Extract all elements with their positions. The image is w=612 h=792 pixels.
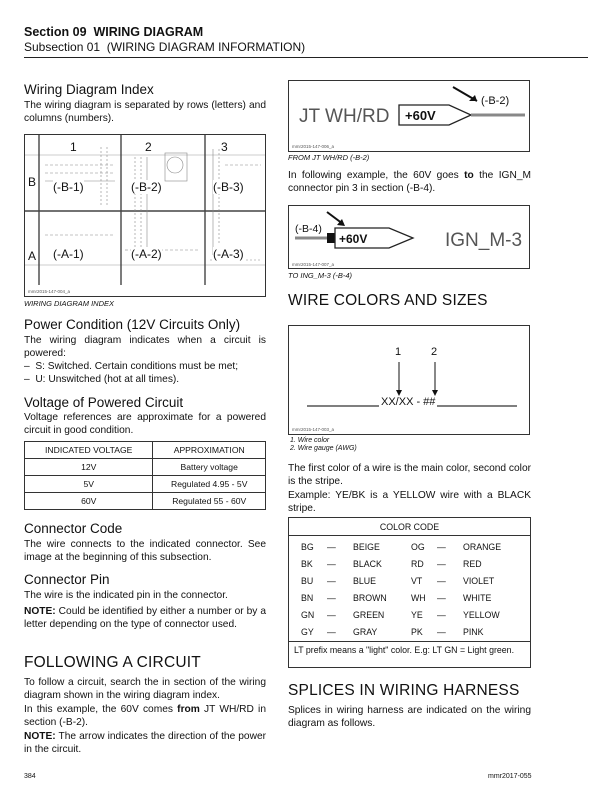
figure-id: mmr2015-147-006_a	[292, 144, 335, 149]
color-name: WHITE	[463, 592, 492, 603]
following-note	[24, 731, 266, 756]
row-label-b: B	[28, 175, 37, 189]
wire-code-label: XX/XX - ##	[381, 396, 436, 408]
color-note: LT prefix means a "light" color. E.g: LT GN = Light green.	[289, 641, 530, 656]
table-row	[301, 572, 523, 589]
color-name: ORANGE	[463, 541, 502, 552]
voltage-text: Voltage references are approximate for a powered circuit in good condition.	[24, 412, 266, 436]
from-ref-label: (-B-2)	[481, 95, 510, 107]
row-label-a: A	[28, 249, 37, 263]
note-text: The arrow indicates the direction of the power in the circuit.	[24, 731, 266, 755]
color-name: BROWN	[353, 592, 387, 603]
power-item-switched: – S: Switched. Certain conditions must be met;	[24, 361, 239, 372]
table-cell: 60V	[25, 493, 153, 510]
color-name: BLUE	[353, 575, 376, 586]
voltage-table	[24, 441, 266, 510]
connector-pin-note	[24, 606, 266, 631]
color-dash: —	[437, 541, 446, 552]
figure-id: mmr2015-147-004_a	[28, 289, 71, 294]
to-ref-label: (-B-4)	[295, 223, 322, 235]
color-abbrev: GY	[301, 626, 314, 637]
color-dash: —	[437, 592, 446, 603]
wire-text-1: The first color of a wire is the main color, second color is the stripe.	[288, 463, 531, 487]
wire-label-figure	[288, 325, 530, 435]
table-cell: 5V	[25, 476, 153, 493]
cell-b3: (-B-3)	[213, 180, 244, 194]
section-number: Section 09	[24, 25, 87, 39]
voltage-table-header: INDICATED VOLTAGE	[25, 442, 153, 459]
color-dash: —	[437, 575, 446, 586]
subsection-title: (WIRING DIAGRAM INFORMATION)	[106, 40, 306, 54]
col-label-3: 3	[221, 140, 228, 154]
figure-id: mmr2015-147-007_a	[292, 262, 335, 267]
table-cell: Regulated 55 - 60V	[153, 493, 266, 510]
wire-label-drawing	[289, 326, 530, 435]
color-dash: —	[327, 609, 336, 620]
col-label-2: 2	[145, 140, 152, 154]
to-figure-caption: TO ING_M-3 (-B-4)	[288, 271, 353, 280]
wiring-index-drawing	[25, 135, 266, 297]
note-text: Could be identified by either a number or by a letter depending on the type of connector used.	[24, 606, 266, 630]
table-row	[25, 459, 266, 476]
color-dash: —	[327, 575, 336, 586]
from-voltage-label: +60V	[405, 108, 436, 123]
to-wire-figure	[288, 205, 530, 269]
cell-b1: (-B-1)	[53, 180, 84, 194]
following-text-2	[24, 704, 266, 729]
text-part: JT WH/RD in section (-B-2).	[24, 704, 266, 728]
note-label: NOTE:	[24, 731, 56, 742]
color-name: PINK	[463, 626, 484, 637]
color-dash: —	[327, 558, 336, 569]
index-text: The wiring diagram is separated by rows (letters) and columns (numbers).	[24, 100, 266, 124]
voltage-table-header: APPROXIMATION	[153, 442, 266, 459]
text-part: In following example, the 60V goes	[288, 170, 459, 181]
connector-code-text: The wire connects to the indicated connector. See image at the beginning of this subsection.	[24, 539, 266, 563]
table-cell: Regulated 4.95 - 5V	[153, 476, 266, 493]
color-dash: —	[437, 609, 446, 620]
color-name: BLACK	[353, 558, 382, 569]
wire-text-2: Example: YE/BK is a YELLOW wire with a BLACK stripe.	[288, 490, 531, 514]
wiring-index-figure	[24, 134, 266, 297]
table-row	[301, 538, 523, 555]
page-number: 384	[24, 773, 36, 780]
color-dash: —	[327, 541, 336, 552]
section-title: WIRING DIAGRAM	[93, 25, 204, 39]
from-figure-caption: FROM JT WH/RD (-B-2)	[288, 153, 370, 162]
subsection-heading	[24, 40, 305, 54]
figure-id: mmr2015-147-003_a	[292, 427, 335, 432]
connector-pin-text: The wire is the indicated pin in the connector.	[24, 590, 228, 601]
marker-1: 1	[395, 346, 402, 358]
color-abbrev: WH	[411, 592, 426, 603]
color-dash: —	[437, 558, 446, 569]
color-abbrev: BN	[301, 592, 314, 603]
color-abbrev: PK	[411, 626, 423, 637]
color-dash: —	[327, 592, 336, 603]
power-item-text: U: Unswitched (hot at all times).	[35, 374, 180, 385]
to-text	[288, 170, 531, 195]
color-name: YELLOW	[463, 609, 500, 620]
col-label-1: 1	[70, 140, 77, 154]
doc-code: mmr2017-055	[488, 773, 532, 780]
voltage-title: Voltage of Powered Circuit	[24, 395, 184, 410]
power-title: Power Condition (12V Circuits Only)	[24, 317, 241, 332]
color-name: BEIGE	[353, 541, 380, 552]
wire-title: WIRE COLORS AND SIZES	[288, 292, 488, 309]
table-row	[25, 493, 266, 510]
color-abbrev: BU	[301, 575, 314, 586]
connector-pin-title: Connector Pin	[24, 572, 110, 587]
power-text: The wiring diagram indicates when a circuit is powered:	[24, 335, 266, 359]
table-row	[301, 555, 523, 572]
table-cell: 12V	[25, 459, 153, 476]
legend-item: 1. Wire color	[290, 437, 330, 444]
wire-legend	[290, 437, 357, 453]
table-row	[301, 606, 523, 623]
splices-text: Splices in wiring harness are indicated on the wiring diagram as follows.	[288, 705, 531, 729]
header-rule	[24, 57, 588, 58]
color-name: GRAY	[353, 626, 378, 637]
color-dash: —	[437, 626, 446, 637]
color-code-title: COLOR CODE	[289, 518, 530, 536]
from-wire-label: JT WH/RD	[299, 106, 390, 127]
following-title: FOLLOWING A CIRCUIT	[24, 654, 201, 671]
index-figure-caption: WIRING DIAGRAM INDEX	[24, 299, 115, 308]
table-row	[301, 623, 523, 640]
power-item-text: S: Switched. Certain conditions must be met;	[35, 361, 239, 372]
color-abbrev: BK	[301, 558, 313, 569]
table-cell: Battery voltage	[153, 459, 266, 476]
section-heading	[24, 25, 203, 39]
marker-2: 2	[431, 346, 438, 358]
text-bold: to	[464, 170, 474, 181]
table-row	[301, 589, 523, 606]
color-name: VIOLET	[463, 575, 495, 586]
color-abbrev: BG	[301, 541, 314, 552]
power-item-unswitched: – U: Unswitched (hot at all times).	[24, 374, 180, 385]
text-bold: from	[177, 704, 200, 715]
color-code-table	[288, 517, 531, 668]
note-label: NOTE:	[24, 606, 56, 617]
cell-b2: (-B-2)	[131, 180, 162, 194]
color-abbrev: YE	[411, 609, 423, 620]
index-title: Wiring Diagram Index	[24, 82, 154, 97]
color-abbrev: RD	[411, 558, 424, 569]
color-abbrev: OG	[411, 541, 425, 552]
color-name: GREEN	[353, 609, 385, 620]
text-part: In this example, the 60V comes	[24, 704, 173, 715]
cell-a3: (-A-3)	[213, 247, 244, 261]
to-wire-label: IGN_M-3	[445, 230, 523, 251]
color-dash: —	[327, 626, 336, 637]
color-code-grid	[301, 538, 523, 640]
splices-title: SPLICES IN WIRING HARNESS	[288, 682, 520, 699]
cell-a2: (-A-2)	[131, 247, 162, 261]
following-text-1: To follow a circuit, search the in section of the wiring diagram shown in the wiring diagram index.	[24, 677, 266, 701]
from-wire-figure	[288, 80, 530, 152]
legend-item: 2. Wire gauge (AWG)	[290, 445, 357, 452]
table-row	[25, 476, 266, 493]
color-abbrev: GN	[301, 609, 315, 620]
subsection-number: Subsection 01	[24, 40, 101, 54]
color-abbrev: VT	[411, 575, 423, 586]
cell-a1: (-A-1)	[53, 247, 84, 261]
color-name: RED	[463, 558, 482, 569]
to-voltage-label: +60V	[339, 232, 368, 246]
text-part: the IGN_M connector pin 3 in section (-B-4).	[288, 170, 531, 194]
connector-code-title: Connector Code	[24, 521, 123, 536]
